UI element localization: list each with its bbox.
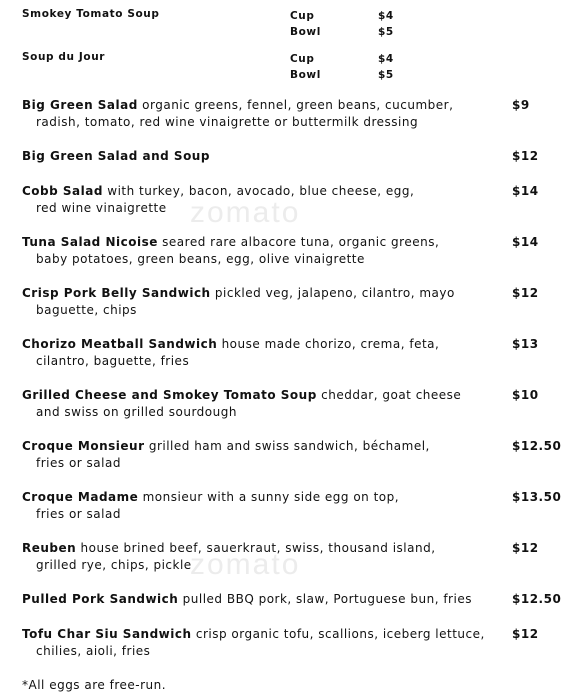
item-price: $14 (512, 184, 539, 198)
item-price: $12.50 (512, 439, 562, 453)
item-name: Reuben (22, 541, 77, 555)
item-name: Big Green Salad and Soup (22, 149, 210, 163)
soup-size-price: $4 (378, 53, 394, 65)
soup-sizes (290, 8, 321, 40)
menu-item (22, 97, 552, 131)
item-name: Tofu Char Siu Sandwich (22, 627, 192, 641)
zomato-watermark: zomato (190, 548, 301, 581)
menu-item (22, 234, 552, 268)
item-name: Croque Madame (22, 490, 139, 504)
item-price: $12.50 (512, 592, 562, 606)
soup-size-label: Cup (290, 53, 315, 65)
soup-sizes (290, 51, 321, 83)
item-description-cont: baguette, chips (36, 303, 137, 317)
item-description: house brined beef, sauerkraut, swiss, thousand island, (76, 541, 436, 555)
menu-item (22, 626, 552, 660)
menu-item (22, 489, 562, 523)
item-description: pickled veg, jalapeno, cilantro, mayo (210, 286, 455, 300)
item-name: Grilled Cheese and Smokey Tomato Soup (22, 388, 317, 402)
zomato-watermark: zomato (190, 196, 301, 229)
item-price: $12 (512, 149, 539, 163)
item-name: Croque Monsieur (22, 439, 145, 453)
item-description: crisp organic tofu, scallions, iceberg lettuce, (191, 627, 485, 641)
soup-size-label: Bowl (290, 69, 321, 81)
item-price: $12 (512, 541, 539, 555)
item-name: Tuna Salad Nicoise (22, 235, 158, 249)
item-description: house made chorizo, crema, feta, (217, 337, 440, 351)
item-name: Cobb Salad (22, 184, 103, 198)
soup-size-price: $4 (378, 10, 394, 22)
footnote: *All eggs are free-run. (22, 678, 167, 692)
item-description: organic greens, fennel, green beans, cucumber, (137, 98, 454, 112)
item-price: $9 (512, 98, 530, 112)
soup-prices (378, 51, 394, 83)
soup-name: Soup du Jour (22, 51, 106, 63)
item-price: $12 (512, 627, 539, 641)
soup-size-price: $5 (378, 69, 394, 81)
item-description-cont: fries or salad (36, 507, 121, 521)
menu-item (22, 387, 552, 421)
item-description-cont: chilies, aioli, fries (36, 644, 151, 658)
menu-item (22, 183, 552, 217)
item-description-cont: cilantro, baguette, fries (36, 354, 190, 368)
soup-row (22, 8, 562, 42)
menu-item (22, 591, 562, 608)
item-name: Big Green Salad (22, 98, 138, 112)
item-price: $14 (512, 235, 539, 249)
item-description-cont: baby potatoes, green beans, egg, olive vinaigrette (36, 252, 365, 266)
soup-size-label: Bowl (290, 26, 321, 38)
menu-item (22, 148, 552, 165)
item-name: Crisp Pork Belly Sandwich (22, 286, 211, 300)
item-description: pulled BBQ pork, slaw, Portuguese bun, fries (178, 592, 472, 606)
item-price: $12 (512, 286, 539, 300)
item-description-cont: red wine vinaigrette (36, 201, 167, 215)
menu-item (22, 438, 562, 472)
item-price: $10 (512, 388, 539, 402)
soup-size-price: $5 (378, 26, 394, 38)
soup-prices (378, 8, 394, 40)
soup-name: Smokey Tomato Soup (22, 8, 160, 20)
menu-item (22, 540, 552, 574)
menu-item (22, 336, 552, 370)
item-description: cheddar, goat cheese (316, 388, 462, 402)
item-price: $13 (512, 337, 539, 351)
item-description: with turkey, bacon, avocado, blue cheese, egg, (102, 184, 415, 198)
item-description: monsieur with a sunny side egg on top, (138, 490, 400, 504)
item-price: $13.50 (512, 490, 562, 504)
item-description-cont: grilled rye, chips, pickle (36, 558, 192, 572)
soup-size-label: Cup (290, 10, 315, 22)
item-description: seared rare albacore tuna, organic greens, (157, 235, 440, 249)
item-description-cont: radish, tomato, red wine vinaigrette or buttermilk dressing (36, 115, 419, 129)
item-name: Chorizo Meatball Sandwich (22, 337, 218, 351)
item-name: Pulled Pork Sandwich (22, 592, 179, 606)
item-description-cont: and swiss on grilled sourdough (36, 405, 237, 419)
menu-item (22, 285, 552, 319)
soup-row (22, 51, 562, 85)
item-description: grilled ham and swiss sandwich, béchamel, (144, 439, 430, 453)
item-description-cont: fries or salad (36, 456, 121, 470)
